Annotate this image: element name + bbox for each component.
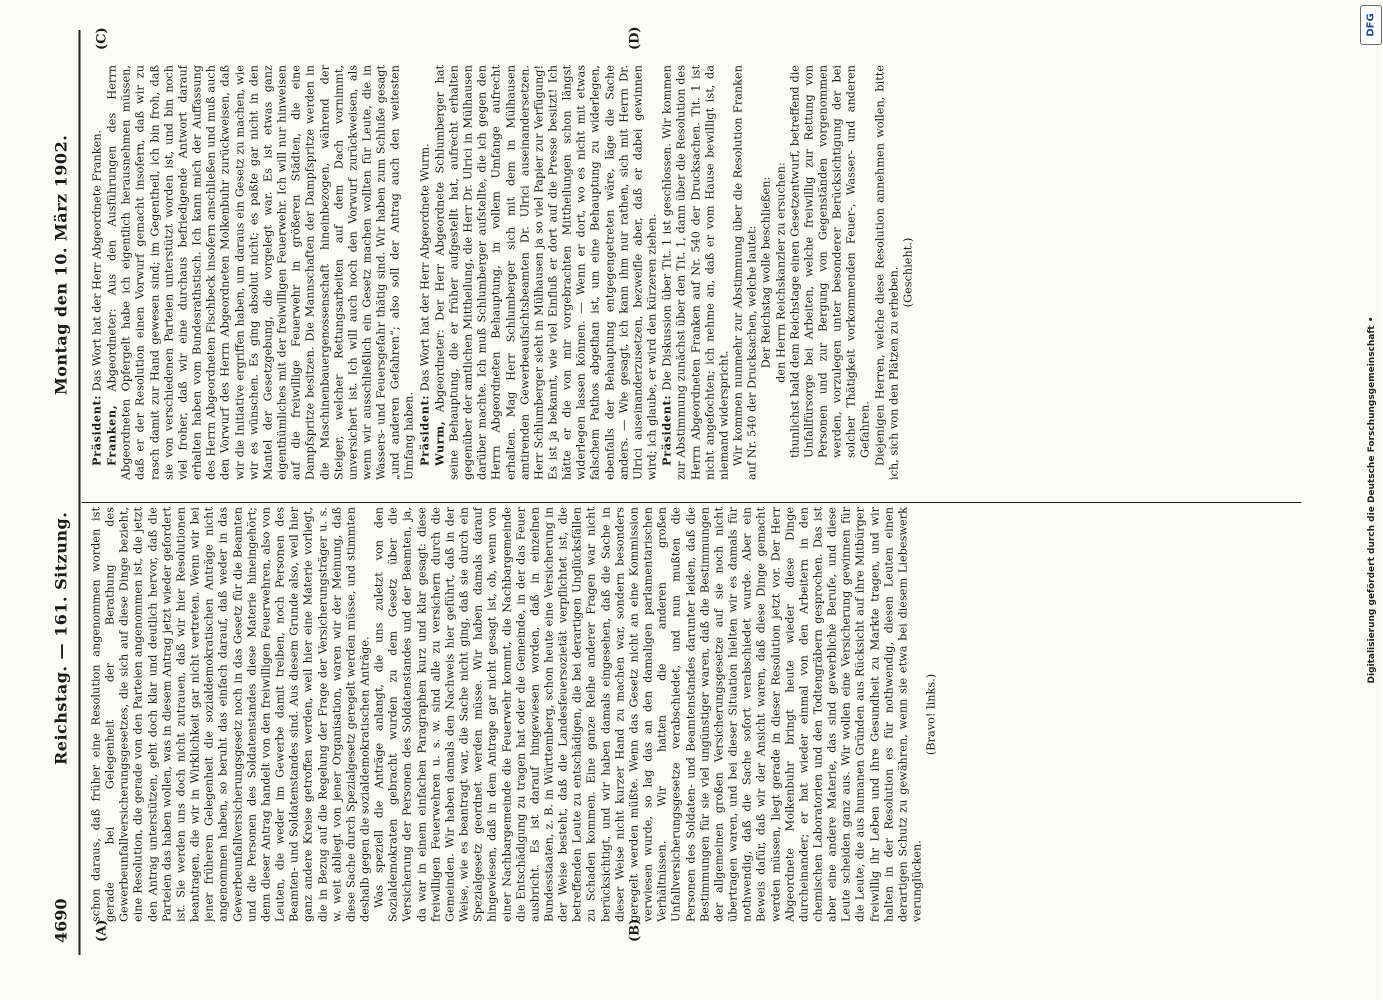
speech-text: Die Diskussion über Tit. 1 ist geschlossen. Wir kommen zur Abstimmung zunächst über den Tit. 1, dann über die Resolution des Herrn Abgeordneten Franken auf Nr. 540 der Drucksachen. Tit. 1 ist nicht angefochten; ich nehme an, daß er vom Hause bewilligt ist, da niemand widerspricht. (660, 65, 731, 480)
proceedings-note: (Geschieht.) (901, 237, 915, 308)
speech-text: Das Wort hat der Herr Abgeordnete Wurm. (418, 143, 432, 392)
resolution-text: thunlichst bald dem Reichstage einen Gesetzentwurf, betreffend die Unfallfürsorge bei Arbeiten, welche freiwillig zur Rettung von Personen und zur Bergung von Gegenständen vorgenommen werden, vorzulegen unter besonderer Berücksichtigung der bei solcher Thätigkeit vorkommenden Feuer-, Wasser- und anderen Gefahren. (788, 65, 872, 458)
speaker-name: Präsident: (89, 394, 104, 466)
speech-text: Abgeordneter: Aus den Ausführungen des Herrn Abgeordneten Opfergelt habe ich eigentlich herausnehmen müssen, daß er der Resolution einen Vorwurf gemacht insofern, daß wir zu rasch damit zur Hand gewesen sind; im Gegentheil, ich bin froh, daß sie von verschiedenen Parteien unterstützt worden ist, und bin noch viel froher, daß wir eine durchaus befriedigende Antwort darauf erhalten haben vom Bundesrathstisch. Ich kann mich der Auffassung des Herrn Abgeordneten Fischbeck insofern anschließen und muß auch den Vorwurf des Herrn Abgeordneten Molkenbuhr zurückweisen, daß wir die Initiative ergriffen haben, um daraus ein Gesetz zu machen, wie wir es wünschen. Es ging absolut nicht; es paßte gar nicht in den Mantel der Gesetzgebung, die vorgelegt war. Es ist etwas ganz eigenthümliches mit der freiwilligen Feuerwehr. Ich will nur hinweisen auf die freiwillige Feuerwehr in größeren Städten, die eine Dampfspritze besitzen. Die Mannschaften der Dampfspritze werden in die Maschinenbauergenossenschaft hineinbezogen, während der Steiger, welcher Rettungsarbeiten auf dem Dach vornimmt, unversichert ist. Ich will auch noch den Vorwurf zurückweisen, als wenn wir ausschließlich ein Gesetz machen wollten für Leute, die in Wassers- und Feuersgefahr thätig sind. Wir haben zum Schluße gesagt „und anderen Gefahren“; also soll der Antrag auch den weitesten Umfang haben. (105, 65, 416, 480)
speaker-name: Wurm, (432, 420, 447, 466)
digitization-credit-text: Digitalisierung gefördert durch die Deutsche Forschungsgemeinschaft • (1367, 316, 1377, 684)
speech-paragraph (432, 65, 660, 480)
page-header (48, 30, 76, 955)
margin-mark-a: (A) (94, 919, 110, 942)
dfg-logo (1360, 5, 1382, 45)
speech-paragraph (660, 65, 732, 480)
left-column (90, 507, 1290, 922)
speaker-name: Präsident: (417, 394, 432, 466)
resolution-heading: Der Reichstag wolle beschließen: (759, 176, 773, 369)
speech-text: Abgeordneter: Der Herr Abgeordnete Schlumberger hat seine Behauptung, die er früher aufgestellt hat, aufrecht erhalten gegenüber der amtlichen Mittheilung, die Herr Dr. Ulrici in Mülhausen darüber machte. Ich muß Schlumberger aufstellte, die ich gegen den Herrn Abgeordneten Behauptung, in vollem Umfange aufrecht erhalten. Mag Herr Schlumberger sich mit dem in Mülhausen amtirenden Gewerbeaufsichtsbeamten Dr. Ulrici auseinandersetzen. Herr Schlumberger sieht in Mülhausen ja so viel Papier zur Verfügung! Es ist ja bekannt, wie viel Einfluß er dort auf die Presse besitzt! Ich hätte er die von mir vorgebrachten Mittheilungen schon längst widerlegen lassen können. — Wenn er dort, wo es nicht mit etwas falschem Pathos abgethan ist, um eine Behauptung zu widerlegen, ebenfalls der Behauptung entgegengetreten wäre, läge die Sache anders. — Wie gesagt, ich kann ihm nur rathen, sich mit Herrn Dr. Ulrici auseinanderzusetzen, bezweifle aber, daß er dabei gewinnen wird; ich glaube, er wird den kürzeren ziehen. (433, 65, 659, 480)
speaker-name: Präsident: (659, 394, 674, 466)
right-column (90, 65, 1290, 480)
paragraph: Diejenigen Herren, welche diese Resolution annehmen wollen, bitte ich, sich von den Plätzen zu erheben. (873, 65, 901, 480)
paragraph: Was speziell die Anträge anlangt, die uns zuletzt von den Sozialdemokraten gebracht wurden zu dem Gesetz über die Versicherung der Personen des Soldatenstandes und der Beamten, ja, da war in einem einfachen Paragraphen kurz und klar gesagt: diese freiwilligen Feuerwehren u. s. w. sind alle zu versichern durch die Gemeinden. Wir haben damals den Nachweis hier geführt, daß in der Weise, wie es beantragt war, die Sache nicht ging, daß sie durch ein Spezialgesetz geordnet werden müsse. Wir haben damals darauf hingewiesen, daß in dem Antrage gar nicht gesagt ist, ob, wenn von einer Nachbargemeinde die Feuerwehr kommt, die Nachbargemeinde die Entschädigung zu tragen hat oder die Gemeinde, in der das Feuer ausbricht. Es ist darauf hingewiesen worden, daß in einzelnen Bundesstaaten, z. B. in Württemberg, schon heute eine Versicherung in der Weise besteht, daß die Landesfeuersozietät verpflichtet ist, die betreffenden Leute zu entschädigen, die bei derartigen Unglücksfällen zu Schaden kommen. Eine ganze Reihe anderer Fragen war nicht berücksichtigt, und wir haben damals eingesehen, daß die Sache in dieser Weise nicht kurzer Hand zu machen war, sondern besonders geregelt werden müßte. Wenn das Gesetz nicht an eine Kommission verwiesen wurde, so lag das an den damaligen parlamentarischen Verhältnissen. Wir hatten die anderen großen Unfallversicherungsgesetze verabschiedet, und nun mußten die Personen des Soldaten- und Beamtenstandes darunter leiden, daß die Bestimmungen für sie viel ungünstiger waren, daß die Bestimmungen der allgemeinen großen Versicherungsgesetze auf sie noch nicht übertragen waren, und bei dieser Situation hielten wir es damals für nothwendig, daß die Sache sofort verabschiedet wurde. Aber ein Beweis dafür, daß wir der Ansicht waren, daß diese Dinge gemacht werden müssen, liegt gerade in dieser Resolution jetzt vor. Der Herr Abgeordnete Molkenbuhr bringt heute wieder diese Dinge durcheinander; er hat wieder einmal von den Arbeitern in den chemischen Laboratorien und den Todtengräbern gesprochen. Das ist aber eine andere Materie, das sind gewerbliche Berufe, und diese Leute scheiden ganz aus. Wir wollen eine Versicherung gewinnen für die Leute, die aus humanen Gründen aus Rücksicht auf ihre Mitbürger freiwillig ihr Leben und ihre Gesundheit zu Markte tragen, und wir halten in der Resolution es für nothwendig, diesen Leuten einen derartigen Schutz zu gewähren, wenn sie etwa bei diesem Liebeswerk verunglücken. (372, 507, 924, 922)
header-date: Montag den 10. März 1902. (51, 134, 71, 395)
speech-paragraph (105, 65, 417, 480)
header-session-title: Reichstag. — 161. Sitzung. (51, 511, 71, 765)
margin-mark-c: (C) (94, 27, 110, 50)
speech-paragraph (90, 65, 105, 480)
speech-paragraph (417, 65, 432, 480)
column-divider (82, 502, 1302, 503)
margin-mark-d: (D) (627, 26, 643, 50)
dfg-logo-text: DFG (1365, 13, 1377, 37)
speech-text: Das Wort hat der Herr Abgeordnete Franken. (90, 129, 104, 392)
paragraph: Wir kommen nunmehr zur Abstimmung über die Resolution Franken auf Nr. 540 der Drucksachen, welche lautet: (731, 65, 759, 480)
resolution-heading: den Herrn Reichskanzler zu ersuchen: (774, 162, 787, 383)
margin-mark-b: (B) (627, 918, 643, 942)
applause-note: (Bravo! links.) (924, 673, 938, 756)
digitization-credit (1361, 0, 1383, 1000)
header-rule (79, 30, 81, 955)
speaker-name: Franken, (104, 404, 119, 466)
paragraph: schon daraus, daß früher eine Resolution angenommen worden ist gerade bei Gelegenheit der Berathung des Gewerbeunfallversicherungsgesetzes, die sich auf diese Dinge bezieht, eine Resolution, die gerade von den Parteien angenommen ist, die jetzt den Antrag unterstützen, geht doch klar und deutlich hervor, daß die Parteien das haben wollen, was in diesem Antrag jetzt wieder gefordert ist. Sie werden uns doch nicht zutrauen, daß wir hier Resolutionen beantragen, die wir in Wirklichkeit gar nicht vertreten. Wenn wir bei jener früheren Gelegenheit die sozialdemokratischen Anträge nicht angenommen haben, so beruht das einfach darauf, daß weder in das Gewerbeunfallversicherungsgesetz noch in das Gesetz für die Beamten und die Personen des Soldatenstandes diese Materie hineingehört; denn dieser Antrag handelt von den freiwilligen Feuerwehren, also von Leuten, die weder im Gewerbe damit treiben, noch Personen des Beamten- und Soldatenstandes sind. Aus diesem Grunde also, weil hier ganz andere Kreise getroffen werden, weil hier eine Materie vorliegt, die in Bezug auf die Regelung der Frage der Versicherungsträger u. s. w. weit abliegt von jener Organisation, waren wir der Meinung, daß diese Sache durch Spezialgesetz geregelt werden müsse, und stimmten deshalb gegen die sozialdemokratischen Anträge. (89, 507, 372, 922)
page-number: 4690 (51, 898, 71, 943)
